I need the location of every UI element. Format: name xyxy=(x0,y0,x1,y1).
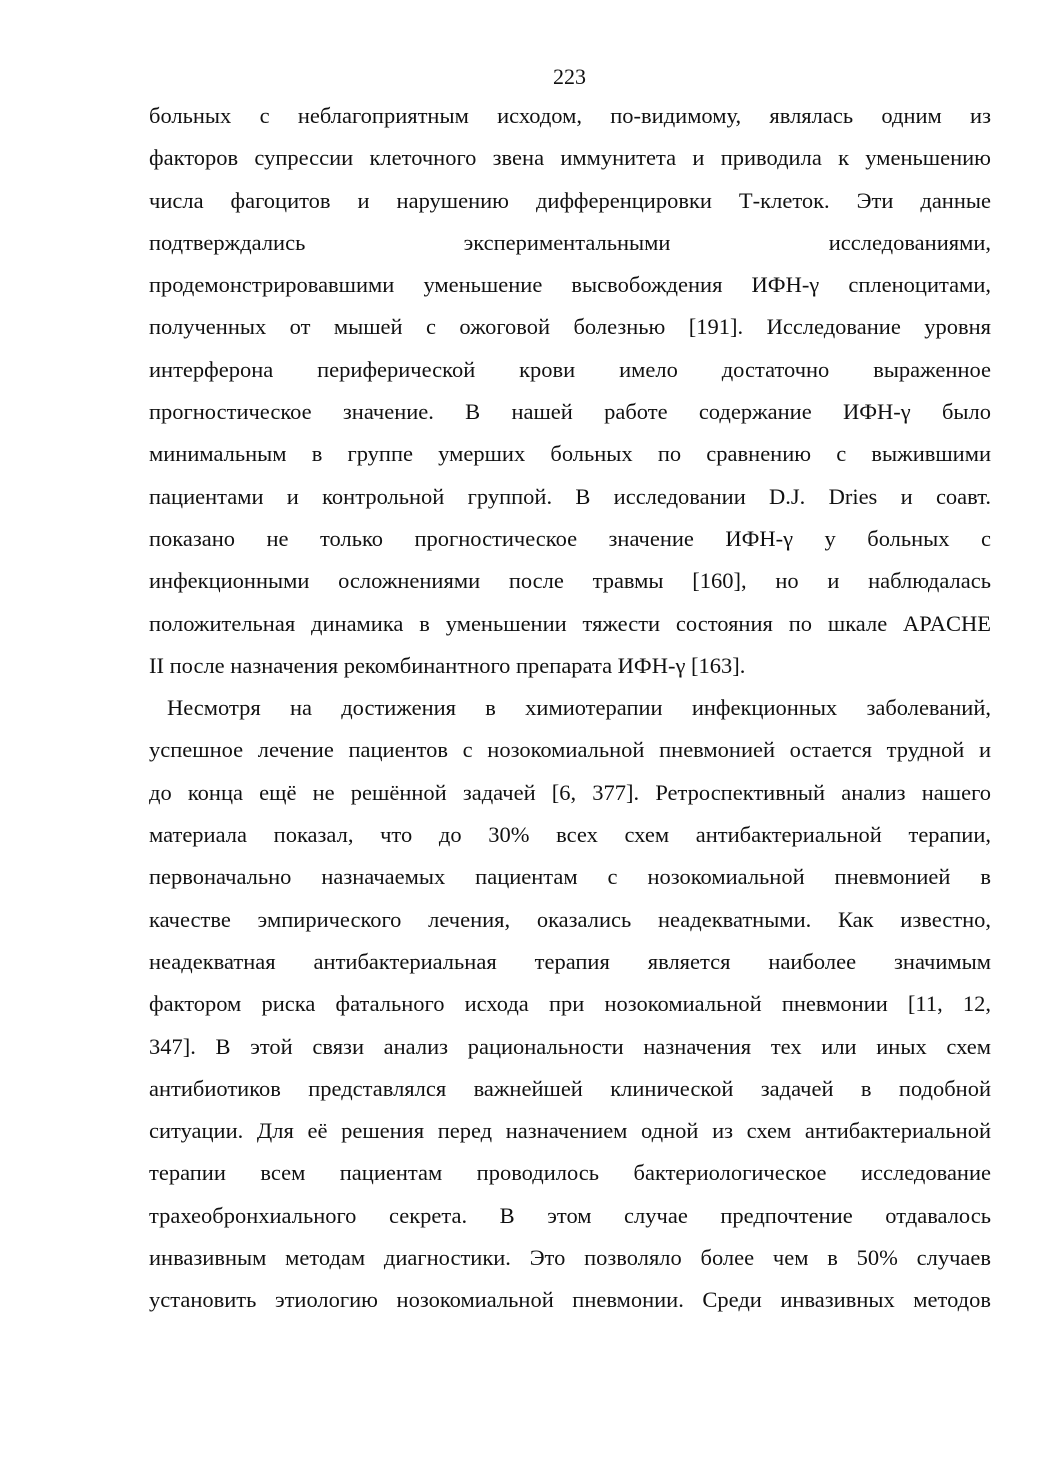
text-line: ситуации. Для её решения перед назначением одной из схем антибактериальной xyxy=(149,1118,991,1144)
text-line: продемонстрировавшими уменьшение высвобождения ИФН-γ спленоцитами, xyxy=(149,272,991,298)
text-line: инфекционными осложнениями после травмы [160], но и наблюдалась xyxy=(149,568,991,594)
text-line: числа фагоцитов и нарушению дифференцировки Т-клеток. Эти данные xyxy=(149,187,991,213)
text-line: положительная динамика в уменьшении тяжести состояния по шкале APACHE xyxy=(149,610,991,636)
text-line: прогностическое значение. В нашей работе содержание ИФН-γ было xyxy=(149,399,991,425)
text-line: интерферона периферической крови имело достаточно выраженное xyxy=(149,356,991,382)
text-line: пациентами и контрольной группой. В исследовании D.J. Dries и соавт. xyxy=(149,483,991,509)
text-line: качестве эмпирического лечения, оказались неадекватными. Как известно, xyxy=(149,906,991,932)
text-line: до конца ещё не решённой задачей [6, 377]. Ретроспективный анализ нашего xyxy=(149,779,991,805)
text-line: минимальным в группе умерших больных по сравнению с выжившими xyxy=(149,441,991,467)
text-line: антибиотиков представлялся важнейшей клинической задачей в подобной xyxy=(149,1075,991,1101)
text-line: трахеобронхиального секрета. В этом случае предпочтение отдавалось xyxy=(149,1202,991,1228)
text-line: инвазивным методам диагностики. Это позволяло более чем в 50% случаев xyxy=(149,1245,991,1271)
page-number: 223 xyxy=(553,64,586,89)
text-line: терапии всем пациентам проводилось бактериологическое исследование xyxy=(149,1160,991,1186)
text-line: полученных от мышей с ожоговой болезнью [191]. Исследование уровня xyxy=(149,314,991,340)
text-line: материала показал, что до 30% всех схем антибактериальной терапии, xyxy=(149,822,991,848)
text-line: фактором риска фатального исхода при нозокомиальной пневмонии [11, 12, xyxy=(149,991,991,1017)
text-line: подтверждались экспериментальными исследованиями, xyxy=(149,229,991,255)
text-line: факторов супрессии клеточного звена иммунитета и приводила к уменьшению xyxy=(149,145,991,171)
text-line: первоначально назначаемых пациентам с нозокомиальной пневмонией в xyxy=(149,864,991,890)
text-line: больных с неблагоприятным исходом, по-видимому, являлась одним из xyxy=(149,103,991,128)
text-line: 347]. В этой связи анализ рациональности назначения тех или иных схем xyxy=(149,1033,991,1059)
text-line: показано не только прогностическое значение ИФН-γ у больных с xyxy=(149,525,991,551)
text-line: Несмотря на достижения в химиотерапии инфекционных заболеваний, xyxy=(167,695,991,721)
body-text xyxy=(149,99,991,1326)
text-line: установить этиологию нозокомиальной пневмонии. Среди инвазивных методов xyxy=(149,1287,991,1313)
text-line: II после назначения рекомбинантного препарата ИФН-γ [163]. xyxy=(149,652,746,678)
text-line: успешное лечение пациентов с нозокомиальной пневмонией остается трудной и xyxy=(149,737,991,763)
text-line: неадекватная антибактериальная терапия является наиболее значимым xyxy=(149,948,991,974)
